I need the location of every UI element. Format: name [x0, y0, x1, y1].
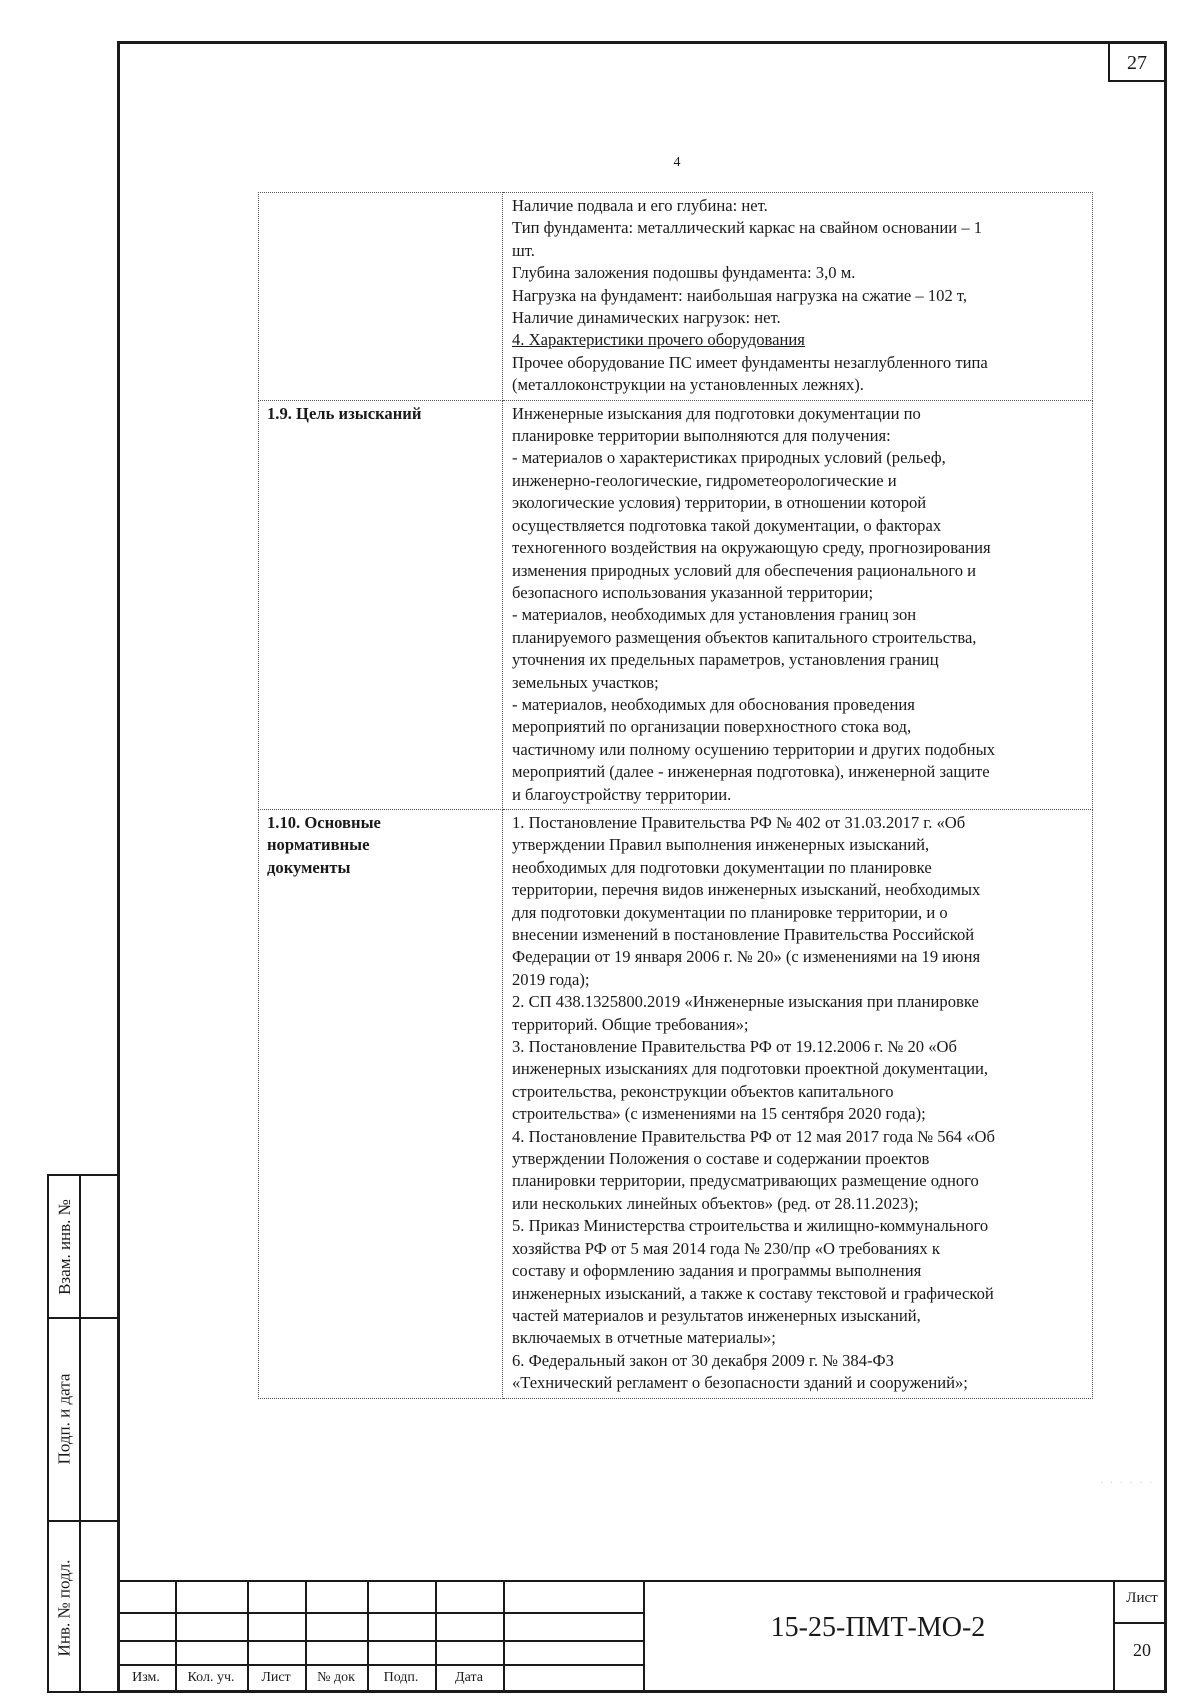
document-code: 15-25-ПМТ-МО-2: [770, 1612, 986, 1643]
text-line: для подготовки документации по планировке территории, и о: [512, 902, 948, 922]
text-line: территории, перечня видов инженерных изысканий, необходимых: [512, 880, 981, 900]
text-line: Наличие динамических нагрузок: нет.: [512, 308, 781, 328]
scan-artifact: · · · · · ·: [1100, 1478, 1155, 1489]
row-content-cell: [503, 400, 1093, 809]
text-line: осуществляется подготовка такой документации, о факторах: [512, 515, 942, 535]
row-label-cell: [259, 400, 503, 809]
tb-divider: [1113, 1582, 1115, 1693]
text-line: инженерно-геологические, гидрометеорологические и: [512, 470, 897, 490]
text-line: инженерных изысканиях для подготовки проектной документации,: [512, 1059, 989, 1079]
sheet-label: Лист: [1126, 1590, 1158, 1606]
text-line: Глубина заложения подошвы фундамента: 3,0 м.: [512, 263, 856, 283]
tb-divider: [1113, 1622, 1167, 1624]
text-line: строительства, реконструкции объектов капитального: [512, 1081, 894, 1101]
text-line: «Технический регламент о безопасности зданий и сооружений»;: [512, 1373, 968, 1393]
text-line: планируемого размещения объектов капитального строительства,: [512, 627, 977, 647]
table-row: [259, 193, 1093, 401]
row-content-cell: [503, 193, 1093, 401]
text-line: (металлоконструкции на установленных лежнях).: [512, 375, 864, 395]
sheet-number-top: 27: [1108, 44, 1164, 82]
tb-divider: [117, 1664, 643, 1666]
row-label-cell: [259, 809, 503, 1398]
row-content-cell: [503, 809, 1093, 1398]
text-line: 4. Постановление Правительства РФ от 12 мая 2017 года № 564 «Об: [512, 1126, 995, 1146]
text-line: Инженерные изыскания для подготовки документации по: [512, 403, 921, 423]
text-line: планировки территории, предусматривающих размещение одного: [512, 1171, 979, 1191]
left-margin-stamp: [47, 1174, 117, 1693]
text-line: Тип фундамента: металлический каркас на свайном основании – 1: [512, 218, 983, 238]
text-line: 3. Постановление Правительства РФ от 19.12.2006 г. № 20 «Об: [512, 1037, 957, 1057]
stamp-podp-data-label: Подп. и дата: [54, 1373, 74, 1464]
title-block: [117, 1580, 1167, 1693]
text-line: 2019 года);: [512, 969, 590, 989]
table-row: [259, 809, 1093, 1398]
col-n-dok: № док: [317, 1670, 355, 1685]
text-line: частичному или полному осушению территории и других подобных: [512, 739, 996, 759]
col-list: Лист: [261, 1670, 291, 1685]
section-heading: 4. Характеристики прочего оборудования: [512, 330, 805, 350]
tb-divider: [117, 1612, 643, 1614]
col-izm: Изм.: [132, 1670, 160, 1685]
tb-divider: [117, 1640, 643, 1642]
text-line: планировке территории выполняются для получения:: [512, 426, 891, 446]
text-line: территорий. Общие требования»;: [512, 1014, 749, 1034]
table-row: [259, 400, 1093, 809]
text-line: 6. Федеральный закон от 30 декабря 2009 г. № 384-ФЗ: [512, 1350, 894, 1370]
row-label-cell: [259, 193, 503, 401]
stamp-podp-data: [51, 1317, 78, 1520]
page-number: 4: [673, 155, 681, 170]
text-line: частей материалов и результатов инженерных изысканий,: [512, 1305, 921, 1325]
text-line: 1. Постановление Правительства РФ № 402 от 31.03.2017 г. «Об: [512, 812, 966, 832]
stamp-vzam-inv: [51, 1176, 78, 1317]
text-line: необходимых для подготовки документации по планировке: [512, 857, 932, 877]
row-label: нормативные: [267, 835, 370, 855]
stamp-inv-podl-label: Инв. № подл.: [54, 1559, 74, 1656]
content-table: [258, 192, 1093, 1399]
text-line: уточнения их предельных параметров, установления границ: [512, 650, 939, 670]
text-line: 5. Приказ Министерства строительства и жилищно-коммунального: [512, 1216, 989, 1236]
text-line: инженерных изысканий, а также к составу текстовой и графической: [512, 1283, 994, 1303]
text-line: или нескольких линейных объектов» (ред. от 28.11.2023);: [512, 1193, 919, 1213]
text-line: безопасного использования указанной территории;: [512, 582, 874, 602]
text-line: строительства» (с изменениями на 15 сентября 2020 года);: [512, 1104, 926, 1124]
stamp-vzam-inv-label: Взам. инв. №: [54, 1198, 74, 1295]
text-line: Нагрузка на фундамент: наибольшая нагрузка на сжатие – 102 т,: [512, 285, 968, 305]
stamp-divider: [79, 1176, 81, 1691]
text-line: 2. СП 438.1325800.2019 «Инженерные изыскания при планировке: [512, 992, 979, 1012]
text-line: изменения природных условий для обеспечения рационального и: [512, 560, 977, 580]
text-line: - материалов, необходимых для установления границ зон: [512, 605, 917, 625]
text-line: и благоустройству территории.: [512, 784, 732, 804]
row-label: 1.10. Основные: [267, 812, 381, 832]
text-line: экологические условия) территории, в отношении которой: [512, 493, 927, 513]
text-line: мероприятий по организации поверхностного стока вод,: [512, 717, 912, 737]
text-line: составу и оформлению задания и программы выполнения: [512, 1261, 922, 1281]
tb-divider: [503, 1582, 505, 1693]
stamp-inv-podl: [51, 1520, 78, 1695]
col-kol-uch: Кол. уч.: [187, 1670, 235, 1685]
text-line: Федерации от 19 января 2006 г. № 20» (с изменениями на 19 июня: [512, 947, 981, 967]
text-line: включаемых в отчетные материалы»;: [512, 1328, 776, 1348]
text-line: внесении изменений в постановление Правительства Российской: [512, 925, 975, 944]
sheet-value: 20: [1133, 1640, 1151, 1660]
row-label: документы: [267, 857, 351, 877]
text-line: техногенного воздействия на окружающую среду, прогнозирования: [512, 538, 991, 558]
text-line: шт.: [512, 240, 535, 260]
text-line: утверждении Правил выполнения инженерных изысканий,: [512, 835, 930, 855]
text-line: Прочее оборудование ПС имеет фундаменты незаглубленного типа: [512, 352, 988, 372]
text-line: Наличие подвала и его глубина: нет.: [512, 196, 768, 215]
text-line: утверждении Положения о составе и содержании проектов: [512, 1149, 930, 1169]
col-podp: Подп.: [383, 1670, 419, 1685]
text-line: - материалов о характеристиках природных условий (рельеф,: [512, 448, 946, 468]
col-data: Дата: [455, 1670, 483, 1685]
text-line: мероприятий (далее - инженерная подготовка), инженерной защите: [512, 762, 990, 782]
text-line: хозяйства РФ от 5 мая 2014 года № 230/пр «О требованиях к: [512, 1238, 940, 1258]
text-line: - материалов, необходимых для обоснования проведения: [512, 694, 915, 714]
text-line: земельных участков;: [512, 672, 659, 692]
row-label: 1.9. Цель изысканий: [267, 403, 422, 423]
